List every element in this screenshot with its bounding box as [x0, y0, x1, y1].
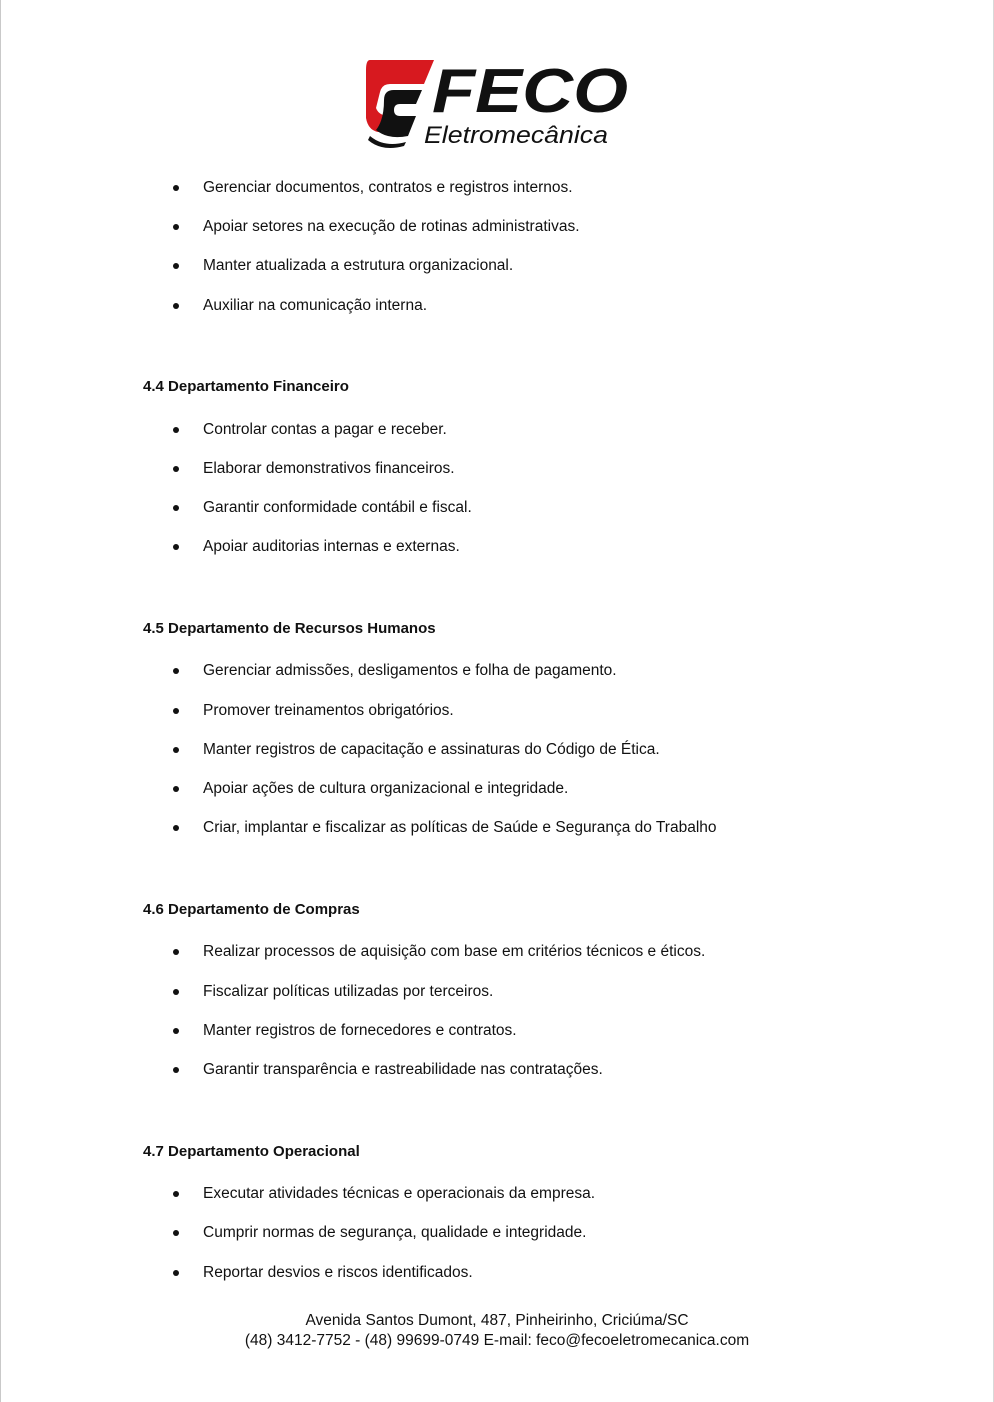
list-item-text: Gerenciar documentos, contratos e registros internos. [203, 179, 573, 196]
bullet-icon [173, 185, 179, 191]
bullet-icon [173, 263, 179, 269]
bullet-icon [173, 668, 179, 674]
list-item-text: Controlar contas a pagar e receber. [203, 421, 447, 438]
list-item [0, 217, 994, 239]
list-item [0, 942, 994, 964]
list-item [0, 661, 994, 683]
list-item-text: Criar, implantar e fiscalizar as políticas de Saúde e Segurança do Trabalho [203, 819, 717, 836]
bullet-icon [173, 1028, 179, 1034]
list-item [0, 818, 994, 840]
section-title: 4.5 Departamento de Recursos Humanos [143, 620, 436, 637]
list-item [0, 256, 994, 278]
list-item-text: Manter registros de fornecedores e contratos. [203, 1022, 517, 1039]
list-item-text: Gerenciar admissões, desligamentos e folha de pagamento. [203, 662, 617, 679]
list-item [0, 982, 994, 1004]
list-item-text: Executar atividades técnicas e operacionais da empresa. [203, 1185, 596, 1202]
bullet-icon [173, 1191, 179, 1197]
list-item [0, 1021, 994, 1043]
list-item-text: Garantir conformidade contábil e fiscal. [203, 499, 472, 516]
page-footer [0, 1311, 994, 1351]
list-item-text: Fiscalizar políticas utilizadas por terceiros. [203, 983, 494, 1000]
list-item [0, 178, 994, 200]
feco-logo-mark [364, 56, 630, 150]
list-item [0, 459, 994, 481]
bullet-icon [173, 786, 179, 792]
bullet-icon [173, 1230, 179, 1236]
bullet-icon [173, 747, 179, 753]
bullet-icon [173, 825, 179, 831]
list-item [0, 740, 994, 762]
section-title: 4.7 Departamento Operacional [143, 1143, 360, 1160]
feco-logo [364, 56, 630, 150]
list-item [0, 537, 994, 559]
list-item-text: Garantir transparência e rastreabilidade nas contratações. [203, 1061, 603, 1078]
bullet-icon [173, 466, 179, 472]
list-item [0, 1184, 994, 1206]
section-title: 4.4 Departamento Financeiro [143, 378, 349, 395]
list-item [0, 296, 994, 318]
bullet-icon [173, 303, 179, 309]
list-item-text: Realizar processos de aquisição com base em critérios técnicos e éticos. [203, 943, 706, 960]
list-item-text: Apoiar ações de cultura organizacional e integridade. [203, 780, 569, 797]
bullet-icon [173, 224, 179, 230]
bullet-icon [173, 708, 179, 714]
list-item-text: Promover treinamentos obrigatórios. [203, 702, 454, 719]
section-title: 4.6 Departamento de Compras [143, 901, 360, 918]
bullet-icon [173, 989, 179, 995]
footer-contact: (48) 3412-7752 - (48) 99699-0749 E-mail: feco@fecoeletromecanica.com [244, 1332, 750, 1349]
list-item [0, 701, 994, 723]
bullet-icon [173, 1270, 179, 1276]
list-item [0, 420, 994, 442]
list-item-text: Manter atualizada a estrutura organizacional. [203, 257, 514, 274]
list-item-text: Reportar desvios e riscos identificados. [203, 1264, 473, 1281]
bullet-icon [173, 427, 179, 433]
list-item-text: Elaborar demonstrativos financeiros. [203, 460, 455, 477]
bullet-icon [173, 505, 179, 511]
footer-address: Avenida Santos Dumont, 487, Pinheirinho, Criciúma/SC [305, 1312, 689, 1329]
list-item [0, 779, 994, 801]
logo-brand-text: FECO [432, 57, 628, 126]
list-item-text: Apoiar setores na execução de rotinas administrativas. [203, 218, 580, 235]
list-item-text: Apoiar auditorias internas e externas. [203, 538, 460, 555]
bullet-icon [173, 1067, 179, 1073]
list-item-text: Cumprir normas de segurança, qualidade e integridade. [203, 1224, 587, 1241]
list-item [0, 1223, 994, 1245]
bullet-icon [173, 544, 179, 550]
list-item-text: Auxiliar na comunicação interna. [203, 297, 428, 314]
bullet-icon [173, 949, 179, 955]
list-item-text: Manter registros de capacitação e assinaturas do Código de Ética. [203, 741, 660, 758]
logo-subtitle-text: Eletromecânica [424, 122, 608, 149]
list-item [0, 1060, 994, 1082]
list-item [0, 1263, 994, 1285]
list-item [0, 498, 994, 520]
